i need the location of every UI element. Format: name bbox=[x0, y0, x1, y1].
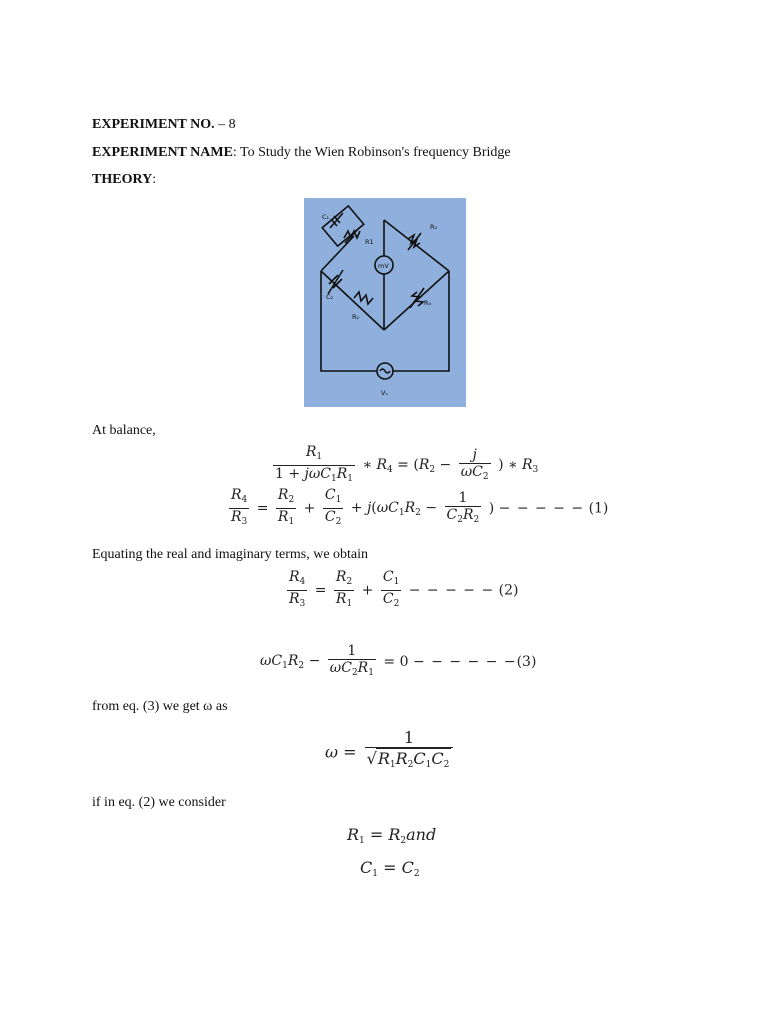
equation-3: $\omega C_1R_2$ − $\frac{1}{\omega C_2R_1}$ = 0 − − − − − −(3) bbox=[260, 643, 537, 678]
label-r3: R₃ bbox=[430, 223, 438, 231]
if-in-eq2-text: if in eq. (2) we consider bbox=[92, 795, 226, 810]
from-eq3-text: from eq. (3) we get ω as bbox=[92, 699, 228, 714]
equation-3-tag: (3) bbox=[516, 654, 537, 670]
at-balance-text: At balance, bbox=[92, 423, 156, 438]
theory-heading bbox=[92, 171, 156, 189]
balance-equation: $\frac{R_1}{1 + j\omega C_1R_1}$ ∗ $R_4 = (R_2$ − $\frac{j}{\omega C_2}$ ) ∗ $R_3$ bbox=[275, 444, 539, 484]
omega-equation: ω = $\frac{1}{√R_1R_2C_1C_2}$ bbox=[325, 729, 456, 775]
theory-colon: : bbox=[152, 172, 157, 187]
theory-label: THEORY bbox=[92, 172, 153, 187]
experiment-no-label: EXPERIMENT NO. bbox=[92, 117, 219, 132]
label-r1: R1 bbox=[365, 238, 374, 246]
equation-2-tag: (2) bbox=[498, 582, 519, 599]
circuit-background bbox=[304, 198, 466, 407]
wien-robinson-bridge-circuit bbox=[304, 198, 466, 407]
label-c1: C₁ bbox=[322, 213, 330, 221]
label-mv: mV bbox=[378, 262, 389, 270]
experiment-name-line bbox=[92, 144, 511, 162]
equation-2: $\frac{R_4}{R_3}$ = $\frac{R_2}{R_1}$ + $\frac{C_1}{C_2}$ − − − − − (2) bbox=[289, 569, 519, 609]
label-r4: R₄ bbox=[424, 299, 432, 307]
equating-text: Equating the real and imaginary terms, we obtain bbox=[92, 547, 369, 562]
equation-1-tag: (1) bbox=[588, 500, 609, 517]
label-vs: Vₛ bbox=[381, 389, 388, 397]
label-r2: R₂ bbox=[352, 313, 360, 321]
experiment-name-value: : To Study the Wien Robinson's frequency Bridge bbox=[232, 145, 511, 160]
condition-c1-c2: $C_1 = C_2$ bbox=[360, 858, 420, 879]
experiment-no-value: – 8 bbox=[218, 117, 236, 132]
label-c2: C₂ bbox=[326, 293, 334, 301]
experiment-no-line bbox=[92, 116, 236, 134]
equation-1: $\frac{R_4}{R_3}$ = $\frac{R_2}{R_1}$ + $\frac{C_1}{C_2}$ + $j(\omega C_1R_2$ − $\frac{1}{C_2R_2}$ ) − − − − − (1) bbox=[231, 487, 609, 527]
experiment-name-label: EXPERIMENT NAME bbox=[92, 145, 233, 160]
condition-r1-r2: $R_1 = R_2and$ bbox=[347, 825, 437, 846]
